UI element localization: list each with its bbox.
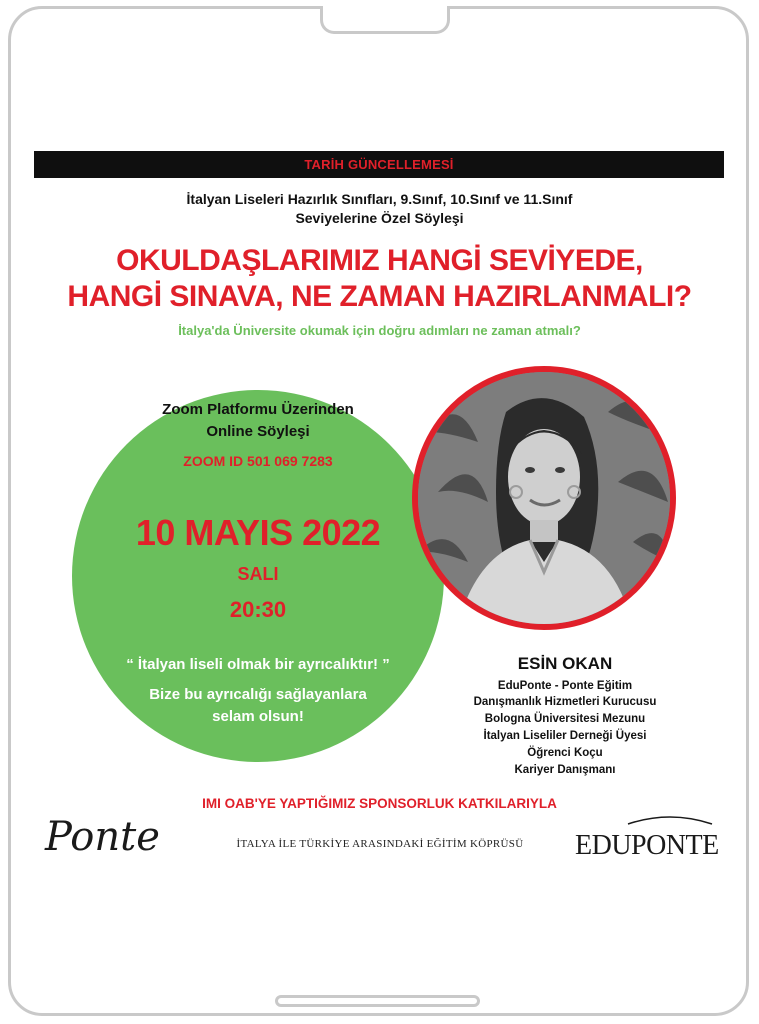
quote-text: “ İtalyan liseli olmak bir ayrıcalıktır! ” <box>126 656 390 673</box>
subtitle-line-2: Seviyelerine Özel Söyleşi <box>295 210 464 226</box>
speaker-role-5: Öğrenci Koçu <box>527 747 603 759</box>
event-day: SALI <box>237 564 279 584</box>
eduponte-logo <box>570 810 720 860</box>
speaker-photo <box>412 366 676 630</box>
speaker-role-2: Danışmanlık Hizmetleri Kurucusu <box>473 696 657 708</box>
ponte-logo-mark <box>40 800 185 870</box>
headline-line-2: HANGİ SINAVA, NE ZAMAN HAZIRLANMALI? <box>67 280 692 313</box>
bridge-tagline: İTALYA İLE TÜRKİYE ARASINDAKİ EĞİTİM KÖPRÜSÜ <box>236 838 524 850</box>
tagline: İtalya'da Üniversite okumak için doğru adımları ne zaman atmalı? <box>178 323 581 338</box>
date-update-banner: TARİH GÜNCELLEMESİ <box>34 151 724 178</box>
event-time: 20:30 <box>229 597 287 622</box>
eduponte-logo-mark <box>570 810 720 860</box>
speaker-role-4: İtalyan Liseliler Derneği Üyesi <box>483 730 647 742</box>
speaker-name: ESİN OKAN <box>517 654 613 673</box>
svg-text:EDUPONTE: EDUPONTE <box>575 830 719 860</box>
greeting-line-2: selam olsun! <box>212 708 304 725</box>
platform-line-2: Online Söyleşi <box>206 423 310 440</box>
event-date: 10 MAYIS 2022 <box>135 512 381 553</box>
speaker-portrait-illustration <box>418 372 670 624</box>
svg-text:Ponte: Ponte <box>45 814 160 860</box>
sponsor-line: IMI OAB'YE YAPTIĞIMIZ SPONSORLUK KATKILARIYLA <box>202 796 557 811</box>
platform-line-1: Zoom Platformu Üzerinden <box>162 401 354 418</box>
speaker-role-3: Bologna Üniversitesi Mezunu <box>484 713 646 725</box>
speaker-role-6: Kariyer Danışmanı <box>514 764 616 776</box>
speaker-role-1: EduPonte - Ponte Eğitim <box>497 680 633 692</box>
tablet-notch <box>320 6 450 34</box>
home-indicator <box>275 995 480 1007</box>
headline-line-1: OKULDAŞLARIMIZ HANGİ SEVİYEDE, <box>116 244 643 277</box>
ponte-logo <box>40 800 185 870</box>
subtitle-line-1: İtalyan Liseleri Hazırlık Sınıfları, 9.Sınıf, 10.Sınıf ve 11.Sınıf <box>186 191 573 207</box>
zoom-id: ZOOM ID 501 069 7283 <box>183 453 333 469</box>
greeting-line-1: Bize bu ayrıcalığı sağlayanlara <box>149 686 367 703</box>
